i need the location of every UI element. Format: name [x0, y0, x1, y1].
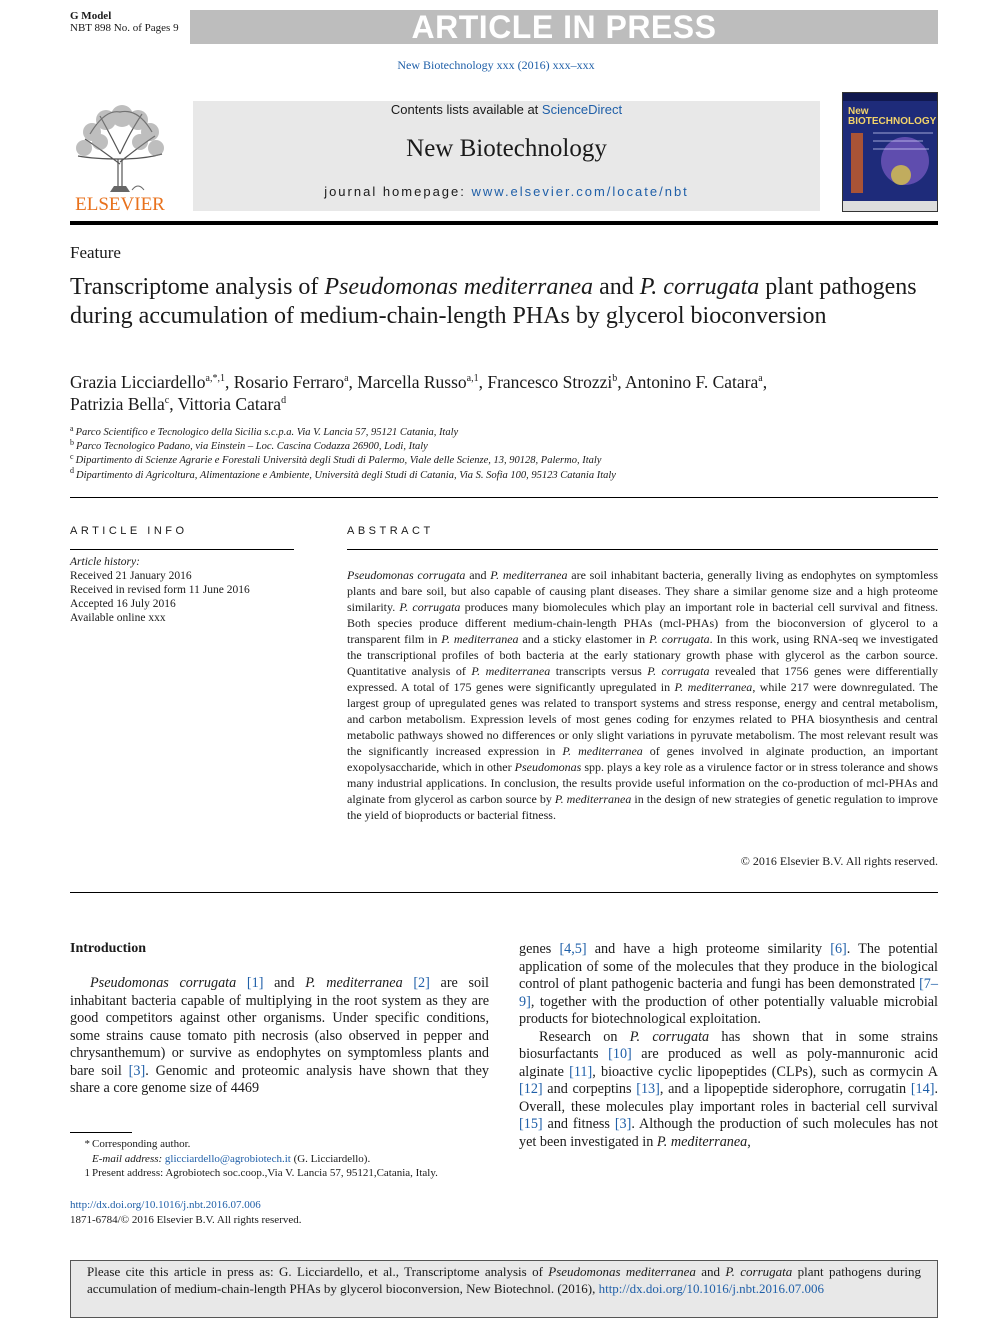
citation-notice	[70, 1260, 938, 1318]
footnote-rule	[70, 1132, 132, 1133]
affiliation-text: Dipartimento di Agricoltura, Alimentazione e Ambiente, Università degli Studi di Catania, Via S. Sofia 100, 95123 Catania Italy	[76, 469, 616, 481]
introduction-heading: Introduction	[70, 941, 146, 956]
author[interactable]: Grazia Licciardello	[70, 372, 206, 392]
citation-text: and	[695, 1264, 726, 1279]
affiliation-item	[70, 451, 938, 468]
citation-link[interactable]: [6]	[830, 941, 847, 957]
citation-link[interactable]: [1]	[246, 975, 264, 991]
affiliation-divider	[70, 497, 938, 498]
cover-title: New BIOTECHNOLOGY	[848, 106, 937, 127]
gmodel-label	[70, 10, 179, 34]
corresponding-note: Corresponding author.	[92, 1138, 191, 1150]
citation-species-2: P. corrugata	[725, 1264, 793, 1279]
article-in-press-banner: ARTICLE IN PRESS	[190, 10, 938, 44]
history-label: Article history:	[70, 556, 140, 568]
citation-species-1: Pseudomonas mediterranea	[548, 1264, 696, 1279]
elsevier-logo[interactable]	[70, 104, 170, 212]
citation-doi-link[interactable]: http://dx.doi.org/10.1016/j.nbt.2016.07.006	[598, 1280, 825, 1296]
author-affiliation-mark[interactable]: a	[344, 373, 349, 385]
abstract-copyright: © 2016 Elsevier B.V. All rights reserved.	[740, 854, 938, 868]
article-history	[70, 555, 294, 625]
footnote-symbol: *	[84, 1138, 90, 1150]
history-revised: Received in revised form 11 June 2016	[70, 584, 250, 596]
body-column-left: Pseudomonas corrugata [1] and P. mediterranea [2] are soil inhabitant bacteria capable of multiplying in the root system as they are good competitors against other organisms. Under specific conditions, some strains cause tomato pith necrosis (also observed in pepper and chrysanthemum) or survive as endophytes on symptomless plants and bare soil [3]. Genomic and proteomic analysis have shown that they share a core genome size of 4469	[70, 975, 489, 1096]
doi-block	[70, 1198, 302, 1227]
homepage-prefix: journal homepage:	[324, 184, 472, 199]
contents-availability	[193, 102, 820, 117]
title-part-3: plant pathogens during accumulation of medium-chain-length PHAs by glycerol bioconversion	[70, 274, 917, 329]
nbt-pages-text: NBT 898 No. of Pages 9	[70, 22, 179, 34]
author[interactable]: Francesco Strozzi	[487, 372, 613, 392]
citation-link[interactable]: [3]	[128, 1062, 146, 1079]
citation-text: plant pathogens during accumulation of medium-chain-length PHAs by glycerol bioconversion, New Biotechnol. (2016),	[87, 1264, 921, 1296]
citation-link[interactable]: [10]	[608, 1046, 632, 1062]
issn-line: 1871-6784/© 2016 Elsevier B.V. All rights reserved.	[70, 1213, 302, 1226]
doi-link[interactable]: http://dx.doi.org/10.1016/j.nbt.2016.07.006	[70, 1199, 261, 1211]
citation-link[interactable]: [13]	[636, 1081, 660, 1097]
abstract-heading: ABSTRACT	[347, 525, 434, 537]
author[interactable]: Rosario Ferraro	[233, 372, 345, 392]
abstract-rule	[347, 549, 938, 550]
abstract-text: Pseudomonas corrugata and P. mediterranea are soil inhabitant bacteria, generally living as endophytes on symptomless plants and bare soil, but also capable of causing plant diseases. They share a similar genome size and a high proteome similarity. P. corrugata produces many biomolecules which play an important role in bacterial cell survival and fitness. Both species produce different medium-chain-length PHAs (mcl-PHAs) from the bioconversion of glycerol to a transparent film in P. mediterranea and a sticky elastomer in P. corrugata. In this work, using RNA-seq we investigated the transcriptional profiles of both bacteria at the early stationary growth phase with glycerol as the carbon source. Quantitative analysis of P. mediterranea transcripts versus P. corrugata revealed that 1756 genes were differentially expressed. A total of 175 genes were significantly upregulated in P. mediterranea, while 217 were downregulated. The largest group of upregulated genes was related to transport systems and stress response, energy and central metabolism, and carbon metabolism. Expression levels of most genes coding for enzymes related to PHA biosynthesis and central metabolic pathways showed no differences or only slight variations in pyruvate metabolism. The most relevant result was the significantly increased expression in P. mediterranea of genes involved in alginate production, an important exopolysaccharide, which in other Pseudomonas spp. plays a key role as a virulence factor or in stress tolerance and shows many industrial applications. In conclusion, the results provide useful information on the co-production of mcl-PHAs and alginate from glycerol as carbon source by P. mediterranea in the design of new strategies of genetic regulation to improve the yield of bioproducts or bacterial fitness.	[347, 568, 939, 822]
citation-link[interactable]: [3]	[614, 1116, 632, 1132]
citation-link[interactable]: [12]	[519, 1081, 543, 1097]
author-affiliation-mark[interactable]: d	[281, 395, 287, 407]
body-column-right: genes [4,5] and have a high proteome similarity [6]. The potential application of some of the molecules that they produce in the biological control of plant pathogenic bacteria and fungi has been demonstrated [7–9], together with the production of other potentially valuable microbial products for biotechnological exploitation. Research on P. corrugata has shown that in some strains biosurfactants [10] are produced as well as poly-mannuronic acid alginate [11], bioactive cyclic lipopeptides (CLPs), such as cormycin A [12] and corpeptins [13], and a lipopeptide siderophore, corrugatin [14]. Overall, these molecules play important roles in bacterial cell survival [15] and fitness [3]. Although the production of such molecules has not yet been investigated in P. mediterranea,	[519, 941, 939, 1150]
author-affiliation-mark[interactable]: b	[612, 373, 618, 385]
citation-link[interactable]: [2]	[413, 975, 430, 991]
citation-link[interactable]: [14]	[910, 1081, 935, 1097]
affiliation-text: Parco Tecnologico Padano, via Einstein – Loc. Cascina Codazza 26900, Lodi, Italy	[76, 441, 428, 453]
footnote-symbol: 1	[84, 1167, 90, 1179]
article-info-rule	[70, 549, 294, 550]
citation-text: Please cite this article in press as: G. Licciardello, et al., Transcriptome analysis of	[87, 1264, 549, 1279]
journal-cover-thumbnail[interactable]	[842, 92, 938, 212]
journal-reference-link[interactable]: New Biotechnology xxx (2016) xxx–xxx	[397, 58, 595, 72]
affiliation-key: a	[70, 423, 74, 433]
article-title	[70, 273, 938, 330]
journal-name: New Biotechnology	[406, 135, 607, 162]
author[interactable]: Marcella Russo	[357, 372, 467, 392]
sciencedirect-link[interactable]: ScienceDirect	[541, 102, 623, 117]
citation-link[interactable]: [15]	[519, 1116, 543, 1132]
affiliation-item	[70, 466, 938, 483]
affiliation-item	[70, 437, 938, 454]
affiliation-text: Parco Scientifico e Tecnologico della Sicilia s.c.p.a. Via V. Lancia 57, 95121 Catania, Italy	[75, 427, 459, 438]
history-accepted: Accepted 16 July 2016	[70, 598, 176, 610]
affiliation-list	[70, 423, 938, 483]
abstract-bottom-divider	[70, 892, 938, 893]
author-affiliation-mark[interactable]: a	[758, 373, 763, 385]
footnotes	[70, 1137, 489, 1181]
cover-art-icon	[843, 93, 938, 212]
journal-homepage	[193, 184, 820, 199]
article-info-heading: ARTICLE INFO	[70, 525, 188, 537]
elsevier-tree-icon	[70, 104, 170, 212]
affiliation-key: c	[70, 451, 74, 461]
citation-link[interactable]: [7–9]	[519, 976, 938, 1010]
elsevier-wordmark: ELSEVIER	[75, 194, 165, 212]
journal-banner	[193, 101, 820, 211]
title-species-2: P. corrugata	[639, 274, 760, 300]
homepage-link[interactable]: www.elsevier.com/locate/nbt	[471, 184, 689, 199]
affiliation-key: d	[70, 466, 74, 476]
article-type: Feature	[70, 243, 121, 262]
title-species-1: Pseudomonas mediterranea	[324, 274, 594, 300]
gmodel-text: G Model	[70, 10, 112, 22]
title-part-1: Transcriptome analysis of	[70, 274, 325, 300]
title-part-2: and	[593, 274, 640, 300]
affiliation-text: Dipartimento di Scienze Agrarie e Forestali Università degli Studi di Palermo, Viale delle Scienze, 13, 90128, Palermo, Italy	[75, 455, 602, 467]
author-affiliation-mark[interactable]: c	[164, 395, 170, 407]
header-divider	[70, 221, 938, 225]
author[interactable]: Vittoria Catara	[177, 394, 282, 414]
history-online: Available online xxx	[70, 612, 166, 624]
email-label: E-mail address:	[92, 1152, 165, 1165]
author-affiliation-mark[interactable]: a,*,1	[205, 373, 225, 385]
contents-prefix: Contents lists available at	[390, 102, 542, 117]
affiliation-key: b	[70, 437, 74, 447]
author-list: Grazia Licciardello$^{a,*,1}$, Rosario Ferraro$^a$, Marcella Russo$^{a,1}$, Francesco Strozzi$^b$, Antonino F. Catara$^a$, Patrizia Bella$^c$, Vittoria Catara$^d$	[70, 372, 768, 414]
author[interactable]: Patrizia Bella	[70, 394, 165, 414]
history-received: Received 21 January 2016	[70, 570, 192, 582]
author-affiliation-mark[interactable]: a,1	[466, 373, 479, 385]
citation-link[interactable]: [11]	[569, 1063, 593, 1080]
author[interactable]: Antonino F. Catara	[625, 372, 759, 392]
email-link[interactable]: glicciardello@agrobiotech.it	[164, 1152, 291, 1165]
present-address-note: Present address: Agrobiotech soc.coop.,Via V. Lancia 57, 95121,Catania, Italy.	[92, 1167, 438, 1179]
email-suffix: (G. Licciardello).	[290, 1152, 371, 1165]
affiliation-item	[70, 423, 938, 440]
citation-link[interactable]: [4,5]	[559, 941, 587, 957]
